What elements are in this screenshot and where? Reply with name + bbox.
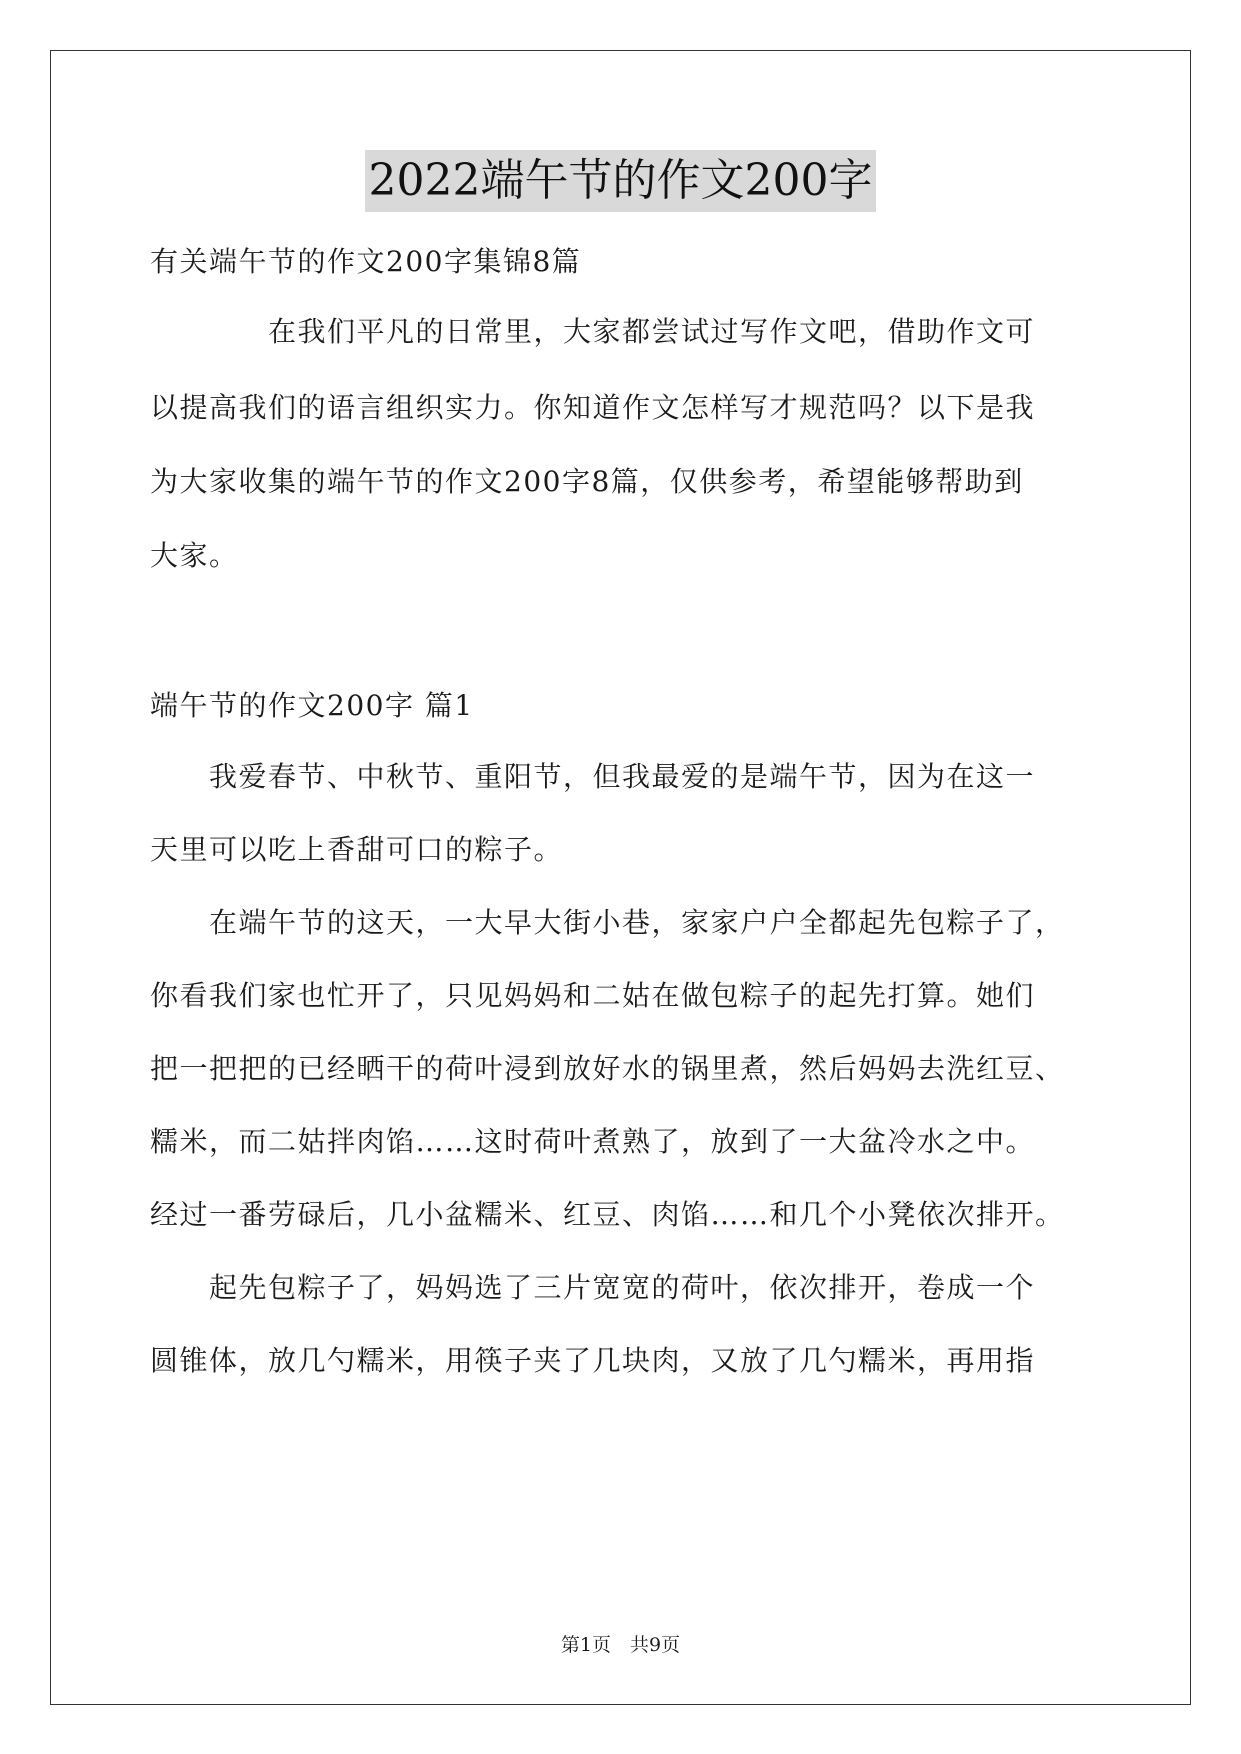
text-line: 把一把把的已经晒干的荷叶浸到放好水的锅里煮，然后妈妈去洗红豆、 — [150, 1052, 1065, 1085]
text-line: 为大家收集的端午节的作文200字8篇，仅供参考，希望能够帮助到 — [150, 465, 1024, 498]
page-number-footer: 第1页 共9页 — [560, 1634, 681, 1656]
text-line: 在我们平凡的日常里，大家都尝试过写作文吧，借助作文可 — [150, 315, 1036, 348]
text-line: 起先包粽子了，妈妈选了三片宽宽的荷叶，依次排开，卷成一个 — [150, 1271, 1036, 1304]
page-border — [50, 50, 1191, 1705]
text-line: 经过一番劳碌后，几小盆糯米、红豆、肉馅……和几个小凳依次排开。 — [150, 1198, 1065, 1231]
text-line: 我爱春节、中秋节、重阳节，但我最爱的是端午节，因为在这一 — [150, 760, 1036, 793]
text-line: 天里可以吃上香甜可口的粽子。 — [150, 833, 564, 866]
text-line: 以提高我们的语言组织实力。你知道作文怎样写才规范吗？以下是我 — [150, 391, 1036, 424]
text-line: 圆锥体，放几勺糯米，用筷子夹了几块肉，又放了几勺糯米，再用指 — [150, 1344, 1036, 1377]
text-line: 糯米，而二姑拌肉馅……这时荷叶煮熟了，放到了一大盆冷水之中。 — [150, 1125, 1036, 1158]
title-container — [0, 150, 1241, 212]
text-line: 大家。 — [150, 539, 239, 572]
text-line: 你看我们家也忙开了，只见妈妈和二姑在做包粽子的起先打算。她们 — [150, 979, 1036, 1012]
document-title: 2022端午节的作文200字 — [365, 150, 877, 212]
subtitle-line: 有关端午节的作文200字集锦8篇 — [150, 245, 582, 278]
section-heading: 端午节的作文200字 篇1 — [150, 689, 474, 722]
text-line: 在端午节的这天，一大早大街小巷，家家户户全都起先包粽子了， — [150, 906, 1065, 939]
